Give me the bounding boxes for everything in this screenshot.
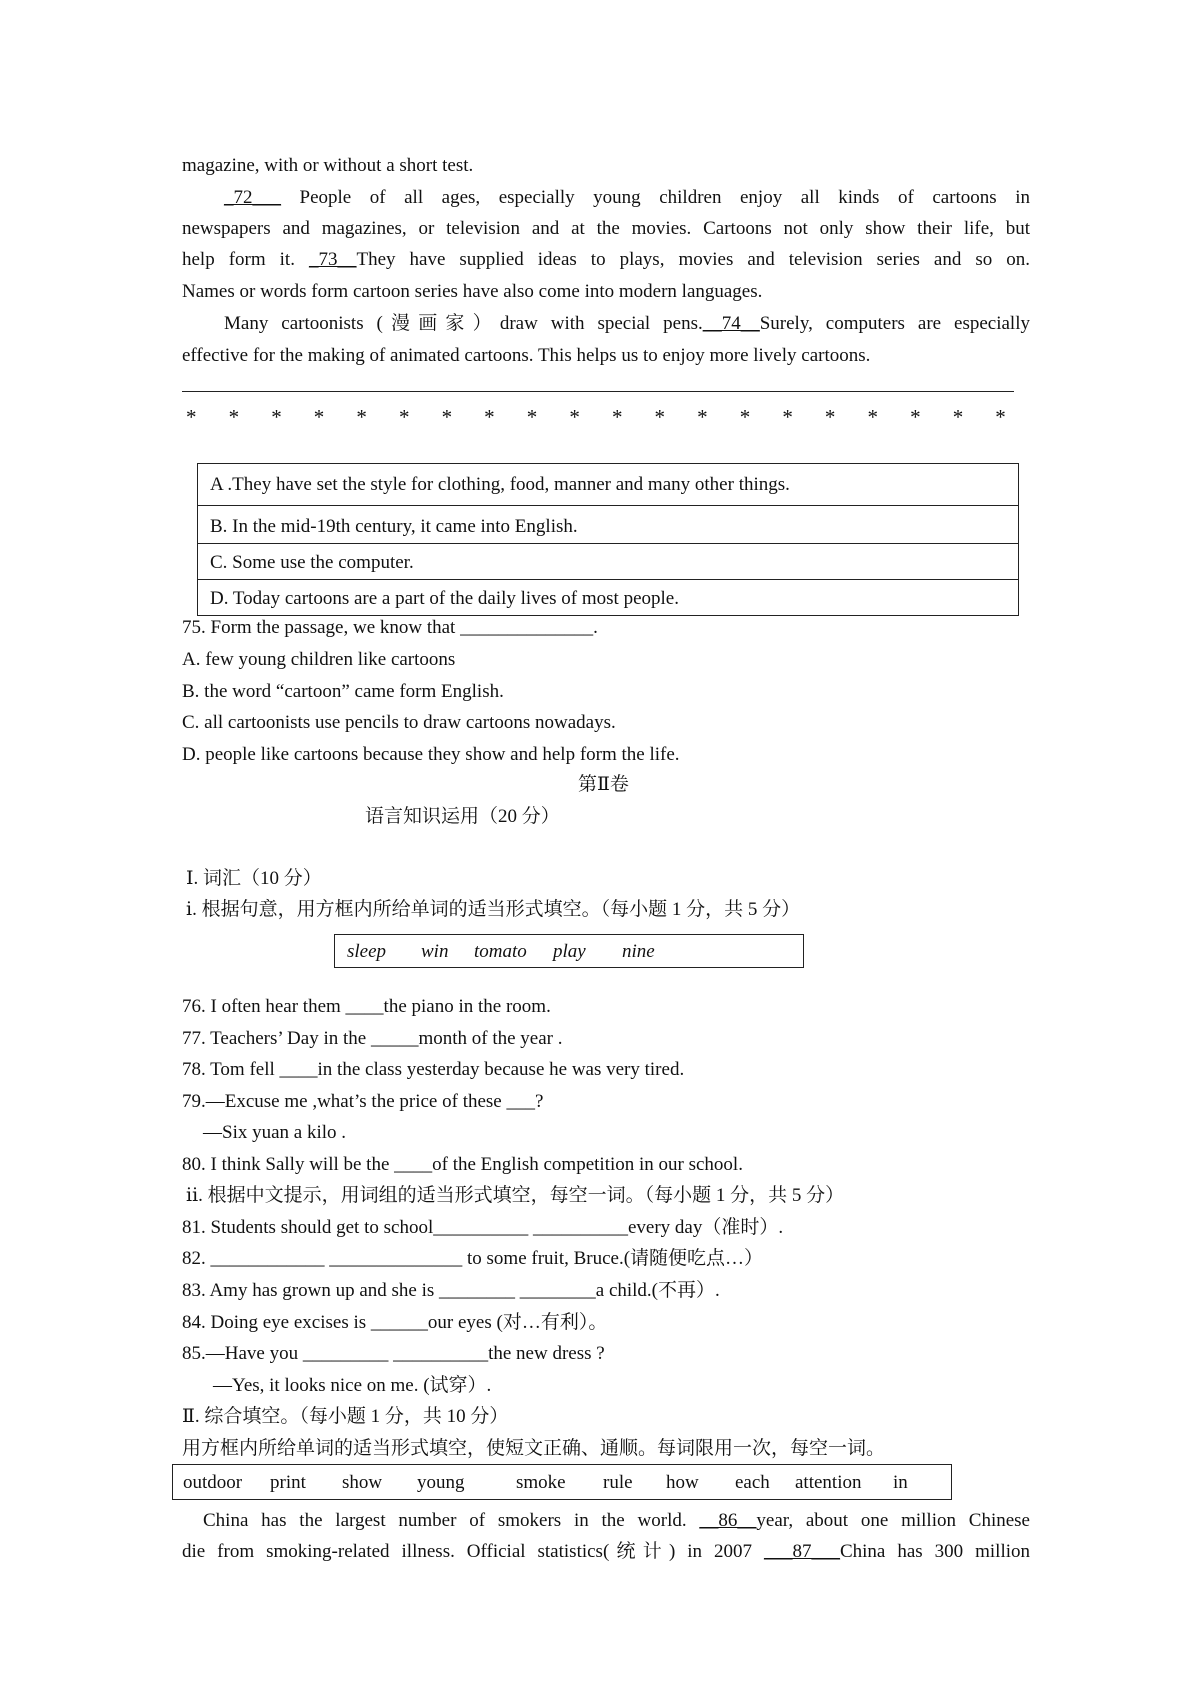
instruction: ⅱ. 根据中文提示，用词组的适当形式填空，每空一词。（每小题 1 分，共 5 分）: [186, 1185, 845, 1206]
star: *: [654, 405, 666, 429]
passage-line: magazine, with or without a short test.: [182, 155, 474, 176]
section-heading: Ⅱ. 综合填空。（每小题 1 分，共 10 分）: [182, 1406, 509, 1427]
word-bank-item: outdoor: [183, 1472, 243, 1493]
word-bank-item: attention: [795, 1472, 862, 1493]
passage-line: China has the largest number of smokers in the world. __86__year, about one million Chinese: [203, 1510, 1030, 1531]
star: *: [952, 405, 964, 429]
word-bank-item: each: [735, 1472, 770, 1493]
answer-85: —Yes, it looks nice on me. (试穿）.: [213, 1375, 492, 1396]
passage-line: help form it. _73__They have supplied ideas to plays, movies and television series and so on.: [182, 249, 1031, 270]
star-divider: [186, 405, 1006, 429]
word-bank-item: young: [417, 1472, 465, 1493]
choice-b: B. the word “cartoon” came form English.: [182, 681, 504, 702]
blank-73: _73__: [308, 249, 357, 270]
instruction: 用方框内所给单词的适当形式填空，使短文正确、通顺。每词限用一次，每空一词。: [182, 1438, 886, 1459]
star: *: [526, 405, 538, 429]
star: *: [186, 405, 197, 429]
instruction: ⅰ. 根据句意，用方框内所给单词的适当形式填空。（每小题 1 分，共 5 分）: [186, 899, 801, 920]
passage-paragraph-74: Many cartoonists (漫画家）draw with special pens.__74__Surely, computers are especially: [224, 313, 1030, 334]
blank-72: _72___: [224, 187, 281, 208]
answer-79: —Six yuan a kilo .: [203, 1122, 347, 1143]
star: *: [569, 405, 580, 429]
passage-line: die from smoking-related illness. Official statistics(统计) in 2007 ___87___China has 300 million: [182, 1541, 1031, 1562]
star: *: [313, 405, 325, 429]
question-81: 81. Students should get to school__________ __________every day（准时）.: [182, 1217, 784, 1238]
word-bank-item: print: [270, 1472, 306, 1493]
choice-a: A. few young children like cartoons: [182, 649, 456, 670]
blank-87: ___87___: [763, 1541, 840, 1562]
word-bank-item: nine: [622, 941, 655, 962]
question-82: 82. ____________ ______________ to some fruit, Bruce.(请随便吃点…）: [182, 1248, 764, 1269]
passage-line: Names or words form cartoon series have also come into modern languages.: [182, 281, 763, 302]
word-bank-item: how: [666, 1472, 699, 1493]
star: *: [910, 405, 921, 429]
question-76: 76. I often hear them ____the piano in the room.: [182, 996, 551, 1017]
question-79: 79.—Excuse me ,what’s the price of these ___?: [182, 1091, 544, 1112]
word-bank-item: win: [421, 941, 449, 962]
star: *: [356, 405, 367, 429]
star: *: [611, 405, 623, 429]
option-b: B. In the mid-19th century, it came into English.: [198, 506, 1018, 544]
word-bank-item: smoke: [516, 1472, 566, 1493]
star: *: [995, 405, 1006, 429]
part-subtitle: 语言知识运用（20 分）: [365, 806, 560, 827]
option-c: C. Some use the computer.: [198, 544, 1018, 580]
word-bank-box: [172, 1464, 952, 1500]
word-bank-item: tomato: [474, 941, 527, 962]
word-bank-item: play: [553, 941, 586, 962]
divider-line: [182, 391, 1014, 392]
question-83: 83. Amy has grown up and she is ________ ________a child.(不再）.: [182, 1280, 720, 1301]
star: *: [782, 405, 793, 429]
blank-74: __74__: [702, 313, 760, 334]
word-bank-item: in: [893, 1472, 908, 1493]
section-heading: Ⅰ. 词汇（10 分）: [186, 868, 322, 889]
choice-c: C. all cartoonists use pencils to draw cartoons nowadays.: [182, 712, 616, 733]
star: *: [228, 405, 240, 429]
part-title: 第Ⅱ卷: [578, 774, 629, 795]
word-bank-item: rule: [603, 1472, 633, 1493]
question-80: 80. I think Sally will be the ____of the English competition in our school.: [182, 1154, 743, 1175]
star: *: [867, 405, 878, 429]
word-bank-box: [334, 934, 804, 968]
passage-line: newspapers and magazines, or television and at the movies. Cartoons not only show their life, but: [182, 218, 1030, 239]
question-85: 85.—Have you _________ __________the new dress ?: [182, 1343, 605, 1364]
choice-d: D. people like cartoons because they show and help form the life.: [182, 744, 680, 765]
question-78: 78. Tom fell ____in the class yesterday because he was very tired.: [182, 1059, 685, 1080]
star: *: [398, 405, 410, 429]
options-box: [197, 463, 1019, 616]
question-77: 77. Teachers’ Day in the _____month of the year .: [182, 1028, 563, 1049]
word-bank-item: show: [342, 1472, 383, 1493]
blank-86: __86__: [699, 1510, 757, 1531]
star: *: [739, 405, 751, 429]
star: *: [441, 405, 453, 429]
star: *: [484, 405, 495, 429]
question-84: 84. Doing eye excises is ______our eyes (对…有利）。: [182, 1312, 608, 1333]
star: *: [824, 405, 836, 429]
passage-line: effective for the making of animated cartoons. This helps us to enjoy more lively cartoons.: [182, 345, 871, 366]
star: *: [271, 405, 282, 429]
option-a: A .They have set the style for clothing, food, manner and many other things.: [198, 464, 1018, 506]
passage-paragraph-72: _72___ People of all ages, especially young children enjoy all kinds of cartoons in: [224, 187, 1030, 208]
star: *: [697, 405, 708, 429]
word-bank-item: sleep: [347, 941, 387, 962]
question-75: 75. Form the passage, we know that ______________.: [182, 617, 598, 638]
option-d: D. Today cartoons are a part of the daily lives of most people.: [210, 588, 679, 609]
